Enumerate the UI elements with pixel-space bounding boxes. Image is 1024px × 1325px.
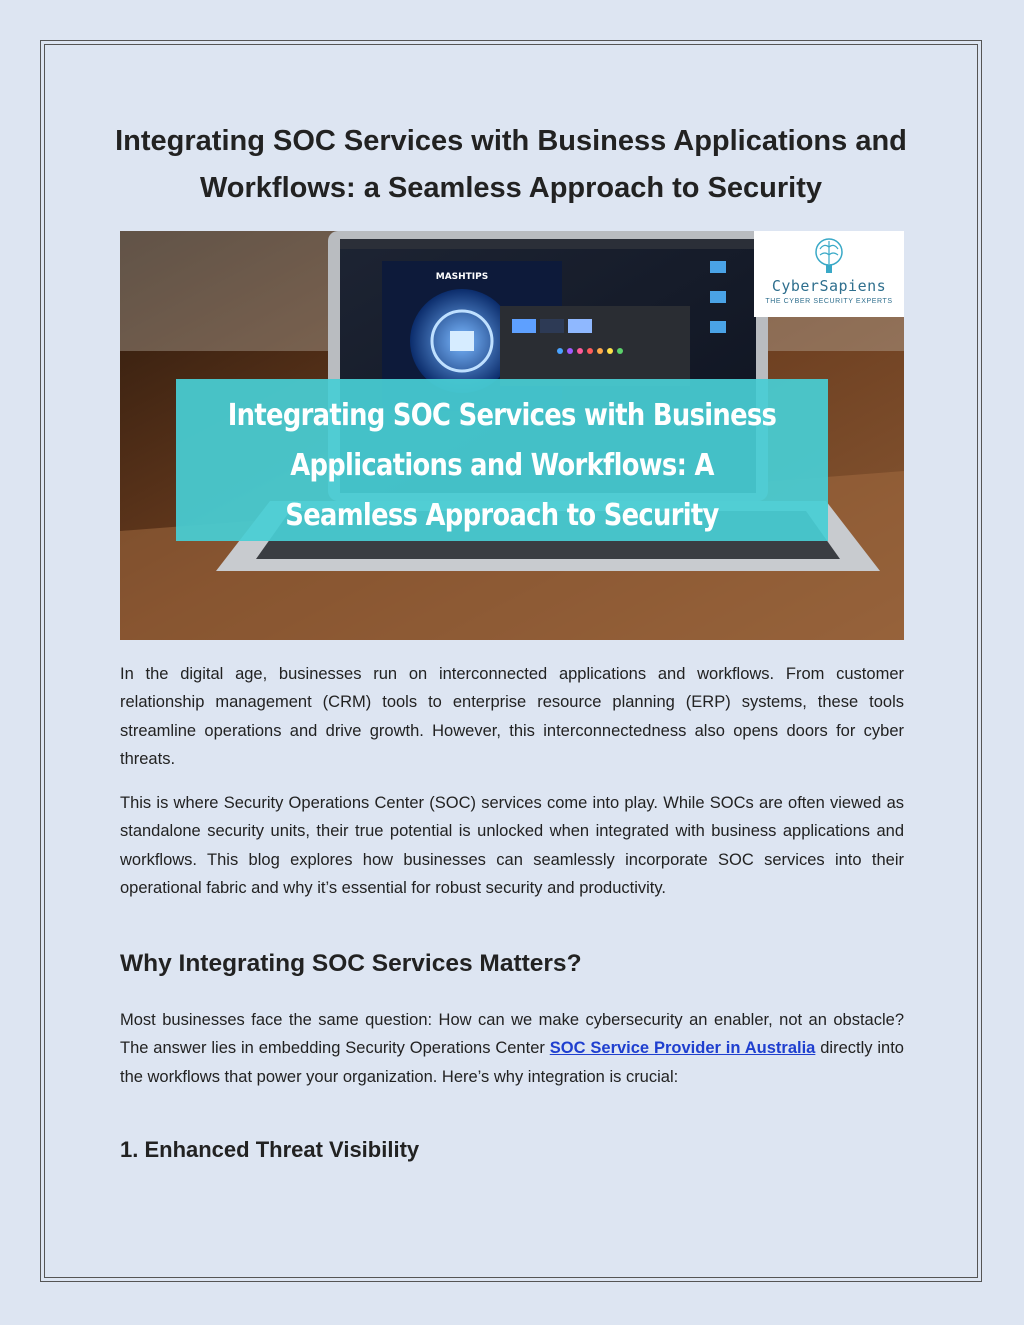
section-heading-why: Why Integrating SOC Services Matters? <box>120 950 582 977</box>
document-title: Integrating SOC Services with Business Applications and Workflows: a Seamless Approach to Security <box>115 125 907 204</box>
intro-paragraph: In the digital age, businesses run on interconnected applications and workflows. From customer relationship management (CRM) tools to enterprise resource planning (ERP) systems, these tools streamline operations and drive growth. However, this interconnectedness also opens doors for cyber threats. <box>120 665 904 768</box>
hero-banner <box>176 379 828 541</box>
why-paragraph-text-2: directly into the workflows that power your organization. Here’s why integration is crucial: <box>120 1039 904 1086</box>
hero-image <box>120 231 904 640</box>
screen-brand-label: MASHTIPS <box>435 272 489 282</box>
hero-banner-text: Integrating SOC Services with Business Applications and Workflows: A Seamless Approach to Security <box>227 398 777 533</box>
logo-tagline: THE CYBER SECURITY EXPERTS <box>765 298 893 305</box>
why-paragraph <box>120 1006 904 1091</box>
soc-paragraph: This is where Security Operations Center (SOC) services come into play. While SOCs are often viewed as standalone security units, their true potential is unlocked when integrated with business applications and workflows. This blog explores how businesses can seamlessly incorporate SOC services into their operational fabric and why it’s essential for robust security and productivity. <box>120 794 904 897</box>
brain-icon <box>814 237 844 275</box>
soc-provider-link[interactable]: SOC Service Provider in Australia <box>549 1039 816 1058</box>
subheading-enhanced-visibility: 1. Enhanced Threat Visibility <box>120 1137 420 1162</box>
logo-name: CyberSapiens <box>771 277 887 295</box>
cybersapiens-logo <box>754 231 904 317</box>
why-paragraph-text-1: Most businesses face the same question: How can we make cybersecurity an enabler, not an obstacle? The answer lies in embedding Security Operations Center <box>120 1011 904 1058</box>
